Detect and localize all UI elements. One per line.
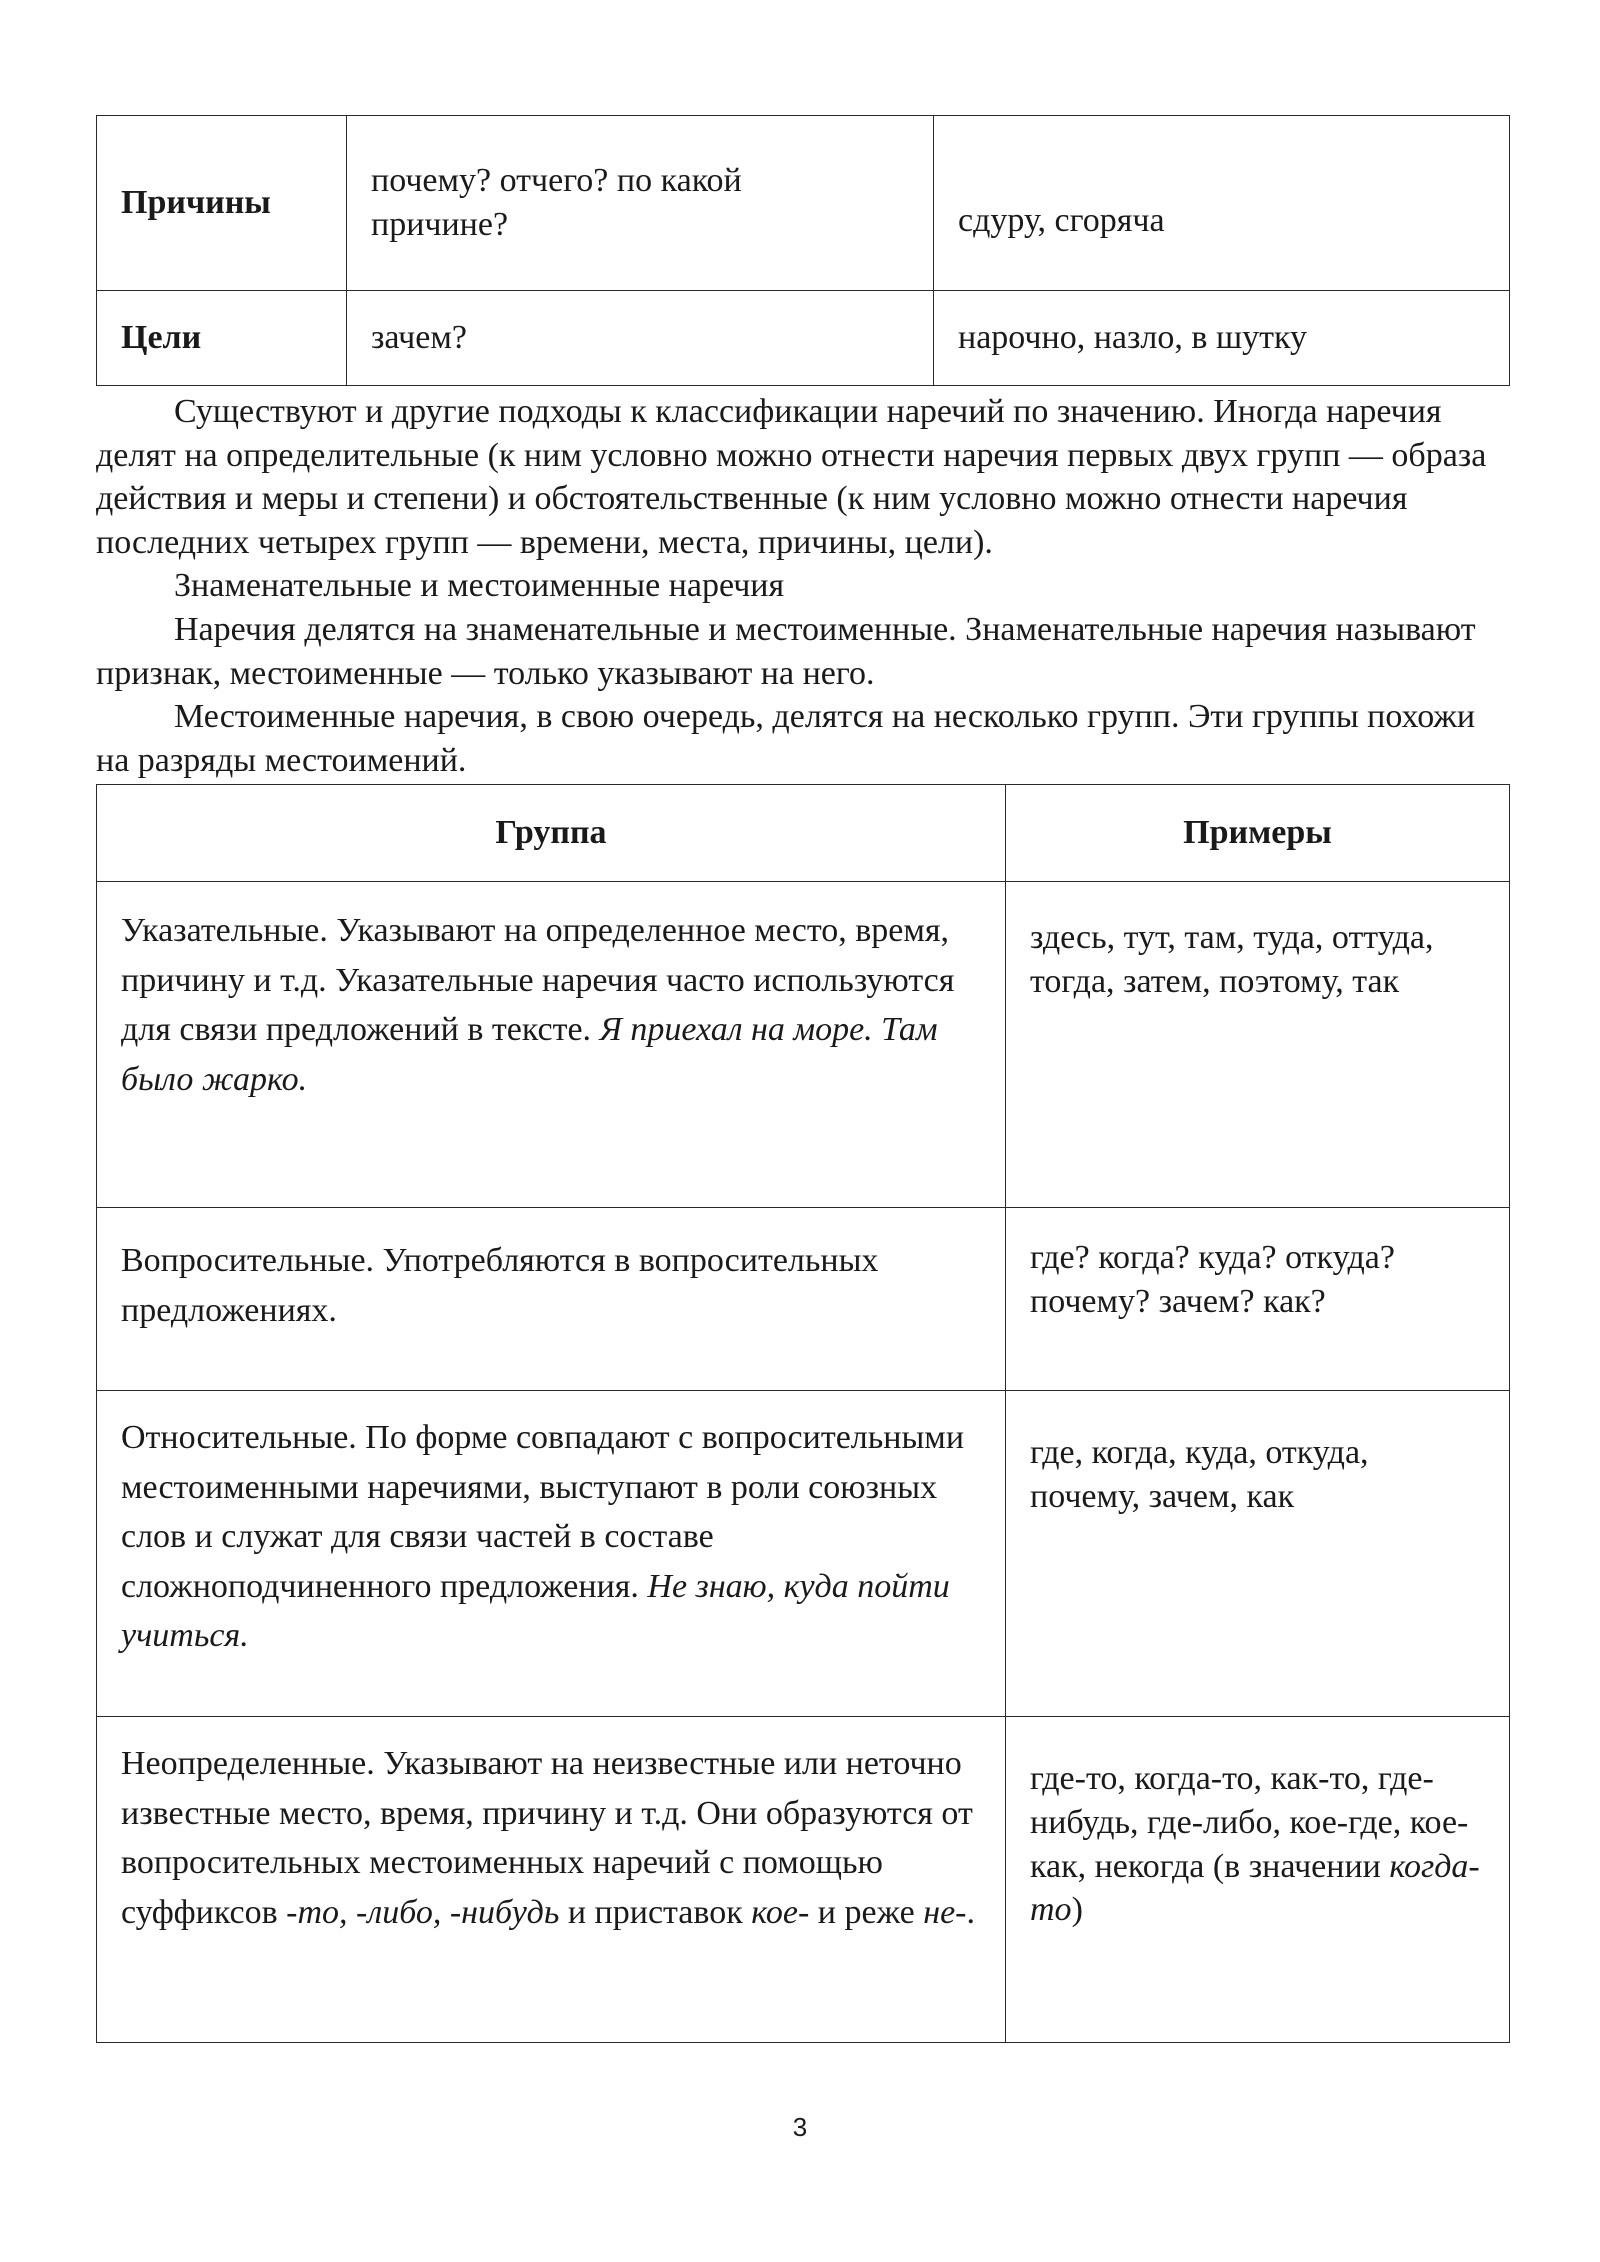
table-header-row xyxy=(97,785,1510,882)
group-cell xyxy=(97,1208,1006,1391)
question-cell: почему? отчего? по какой причине? xyxy=(347,116,934,291)
header-group: Группа xyxy=(97,785,1006,882)
prefix-example: не- xyxy=(923,1893,967,1931)
question-cell: зачем? xyxy=(347,291,934,386)
body-paragraph: Существуют и другие подходы к классификации наречий по значению. Иногда наречия делят на определительные (к ним условно можно отнести наречия первых двух групп — образа действия и меры и степени) и обстоятельственные (к ним условно можно отнести наречия последних четырех групп — времени, места, причины, цели). xyxy=(96,393,1487,561)
body-paragraph: Местоименные наречия, в свою очередь, делятся на несколько групп. Эти группы похожи на разряды местоимений. xyxy=(96,698,1476,779)
prefix-example: кое- xyxy=(751,1893,810,1931)
suffix-list: -то, -либо, -нибудь xyxy=(286,1893,560,1931)
examples-italic: когда-то xyxy=(1030,1847,1480,1929)
examples-cell: здесь, тут, там, туда, оттуда, тогда, затем, поэтому, так xyxy=(1006,882,1510,1208)
group-description: Неопределенные. Указывают на неизвестные или неточно известные место, время, причину и т.д. Они образуются от вопросительных местоименных наречий с помощью суффиксов xyxy=(121,1745,973,1931)
section-heading: Знаменательные и местоименные наречия xyxy=(174,567,785,605)
table-row xyxy=(97,1208,1510,1391)
group-description: Указательные. Указывают на определенное место, время, причину и т.д. Указательные наречия часто используются для связи предложений в тексте. xyxy=(121,912,955,1049)
examples-text: где-то, когда-то, как-то, где-нибудь, где-либо, кое-где, кое-как, некогда (в значении xyxy=(1030,1760,1469,1885)
examples-cell: сдуру, сгоряча xyxy=(934,116,1510,291)
adverb-meaning-table xyxy=(96,115,1510,386)
examples-text: ) xyxy=(1071,1891,1083,1929)
category-cell: Цели xyxy=(97,291,347,386)
table-row xyxy=(97,291,1510,386)
group-example: Я приехал на море. Там было жарко. xyxy=(121,1011,938,1098)
examples-cell: где, когда, куда, откуда, почему, зачем, как xyxy=(1006,1391,1510,1717)
group-cell xyxy=(97,1391,1006,1717)
body-paragraph: Наречия делятся на знаменательные и местоименные. Знаменательные наречия называют признак, местоименные — только указывают на него. xyxy=(96,610,1476,692)
table-row xyxy=(97,882,1510,1208)
page-number: 3 xyxy=(792,2112,808,2142)
category-cell: Причины xyxy=(97,116,347,291)
examples-cell: нарочно, назло, в шутку xyxy=(934,291,1510,386)
group-cell xyxy=(97,1717,1006,2043)
group-description: . xyxy=(966,1893,975,1931)
group-description: и приставок xyxy=(567,1893,743,1931)
document-page xyxy=(96,115,1509,2043)
table-row xyxy=(97,1391,1510,1717)
group-description: Вопросительные. Употребляются в вопросительных предложениях. xyxy=(121,1242,879,1329)
table-row xyxy=(97,1717,1510,2043)
table-row xyxy=(97,116,1510,291)
examples-cell: где? когда? куда? откуда? почему? зачем? как? xyxy=(1006,1208,1510,1391)
group-description: Относительные. По форме совпадают с вопросительными местоименными наречиями, выступают в роли союзных слов и служат для связи частей в составе сложноподчиненного предложения. xyxy=(121,1419,965,1605)
group-example: Не знаю, куда пойти учиться. xyxy=(121,1567,950,1655)
examples-cell xyxy=(1006,1717,1510,2043)
group-cell xyxy=(97,882,1006,1208)
pronominal-adverbs-table xyxy=(96,784,1510,2043)
header-examples: Примеры xyxy=(1006,785,1510,882)
group-description: и реже xyxy=(817,1893,915,1931)
